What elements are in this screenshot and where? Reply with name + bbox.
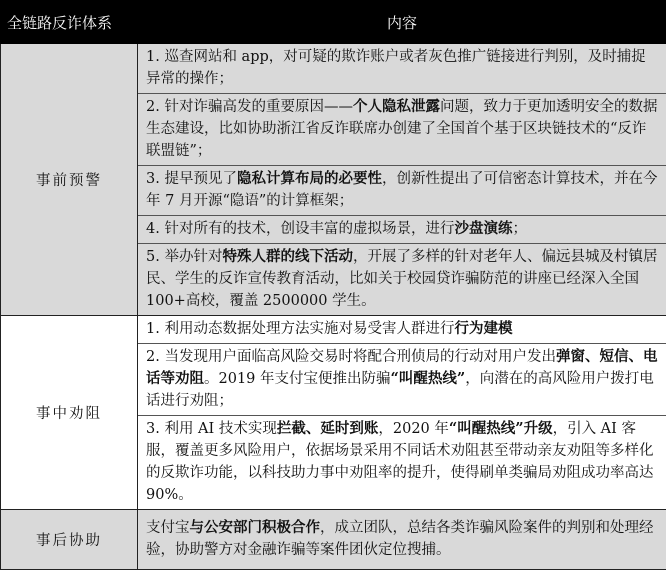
text: ，2020 年 [378,421,449,437]
content-item [138,44,666,94]
text: 问题，致力于更加透明安全的数据生态建设，比如协助浙江省反诈联席办创建了全国首个基于区块链技术的“反诈联盟链”； [146,99,657,159]
content-item [138,216,666,244]
bold-text: 个人隐私泄露 [353,98,440,115]
text: ，创新性提出了可信密态计算技术，并在今年 7 月开源“隐语”的计算框架； [146,171,657,209]
bold-text: 隐私计算布局的必要性 [237,170,382,187]
content-item [138,316,666,344]
header-content: 内容 [138,1,666,44]
text: 1. 利用动态数据处理方法实施对易受害人群进行 [146,321,454,337]
bold-text: 行为建模 [454,320,512,337]
text: 1. 巡查网站和 app，对可疑的欺诈账户或者灰色推广链接进行判别，及时捕捉异常的操作； [146,49,646,87]
text: ，向潜在的高风险用户拨打电话进行劝阻； [146,371,654,409]
text: ，引入 AI 客服，覆盖更多风险用户，依据场景采用不同话术劝阻甚至带动亲友劝阻等多样化的反欺诈功能，以科技助力事中劝阻率的提升，使得刷单类骗局劝阻成功率高达 90%。 [146,421,654,503]
content-item [138,166,666,216]
bold-text: 拦截、延时到账 [277,420,379,437]
table-header-row [1,1,666,44]
bold-text: “叫醒热线” [391,370,466,387]
text: 5. 举办针对 [146,249,222,265]
content-item [138,515,666,564]
content-item [138,344,666,416]
text: ； [512,221,527,237]
text: 4. 针对所有的技术，创设丰富的虚拟场景，进行 [146,221,454,237]
content-item [138,244,666,315]
table-row [1,44,666,316]
text: 2. 针对诈骗高发的重要原因—— [146,99,353,115]
text: 3. 提早预见了 [146,171,237,187]
content-item [138,416,666,509]
text: ，成立团队，总结各类诈骗风险案件的判别和处理经验，协助警方对金融诈骗等案件团伙定位搜捕。 [146,520,654,558]
stage-label: 事前预警 [1,44,138,316]
text: 支付宝 [146,520,190,536]
header-system: 全链路反诈体系 [1,1,138,44]
stage-content [138,316,666,510]
bold-text: 沙盘演练 [454,220,512,237]
text: 。2019 年支付宝便推出防骗 [204,371,391,387]
bold-text: “叫醒热线”升级 [449,420,553,437]
content-item [138,94,666,166]
stage-content [138,44,666,316]
bold-text: 弹窗、短信、电话等劝阻 [146,348,657,387]
table-row [1,510,666,570]
bold-text: 与公安部门积极合作 [190,519,321,536]
table-row [1,316,666,510]
text: 3. 利用 AI 技术实现 [146,421,277,437]
stage-content [138,510,666,570]
stage-label: 事后协助 [1,510,138,570]
text: 2. 当发现用户面临高风险交易时将配合刑侦局的行动对用户发出 [146,349,556,365]
stage-label: 事中劝阻 [1,316,138,510]
bold-text: 特殊人群的线下活动 [222,248,353,265]
text: ，开展了多样的针对老年人、偏远县城及村镇居民、学生的反诈宣传教育活动，比如关于校园贷诈骗防范的讲座已经深入全国 100+高校，覆盖 2500000 学生。 [146,249,657,309]
